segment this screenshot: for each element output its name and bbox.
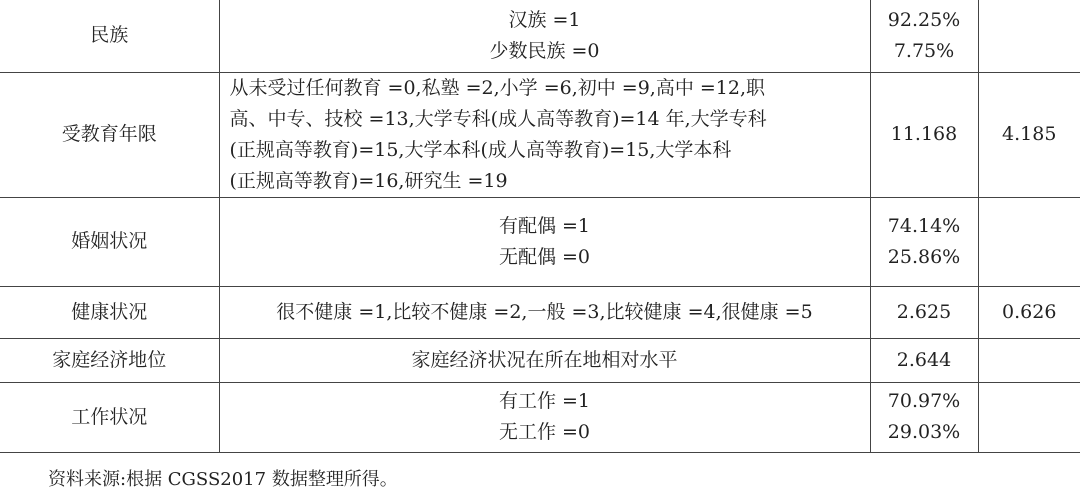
variable-description (219, 0, 870, 72)
mean-value: 11.168 (890, 123, 958, 145)
variable-name: 民族 (0, 0, 219, 72)
variable-sd (978, 338, 1080, 382)
description-line: 少数民族 =0 (489, 39, 600, 62)
description-line: 很不健康 =1,比较不健康 =2,一般 =3,比较健康 =4,很健康 =5 (276, 300, 813, 323)
source-note: 资料来源:根据 CGSS2017 数据整理所得。 (48, 469, 398, 490)
mean-value: 25.86% (887, 245, 961, 268)
mean-value: 70.97% (887, 390, 961, 412)
variable-name: 家庭经济地位 (0, 338, 219, 382)
table-row (0, 72, 1080, 197)
mean-value: 2.625 (896, 300, 952, 323)
variable-sd: 4.185 (978, 72, 1080, 197)
mean-value: 92.25% (887, 8, 961, 31)
description-line: 从未受过任何教育 =0,私塾 =2,小学 =6,初中 =9,高中 =12,职 (229, 76, 766, 99)
mean-value: 7.75% (893, 39, 955, 62)
variable-mean (870, 197, 978, 286)
variable-description (219, 338, 870, 382)
description-line: 高、中专、技校 =13,大学专科(成人高等教育)=14 年,大学专科 (229, 107, 767, 130)
variable-description (219, 72, 870, 197)
variable-mean (870, 382, 978, 452)
table-row (0, 382, 1080, 452)
variable-sd: 0.626 (978, 286, 1080, 338)
variable-mean (870, 286, 978, 338)
description-line: 有配偶 =1 (498, 214, 591, 237)
variable-description (219, 382, 870, 452)
table-row (0, 0, 1080, 72)
variable-sd (978, 197, 1080, 286)
variable-description (219, 286, 870, 338)
variable-sd (978, 0, 1080, 72)
description-line: 无配偶 =0 (498, 245, 591, 268)
description-line: 有工作 =1 (498, 390, 591, 412)
variable-mean (870, 0, 978, 72)
mean-value: 2.644 (896, 348, 952, 371)
variable-name: 受教育年限 (0, 72, 219, 197)
variable-name: 健康状况 (0, 286, 219, 338)
variable-sd (978, 382, 1080, 452)
variable-mean (870, 338, 978, 382)
variable-name: 婚姻状况 (0, 197, 219, 286)
variable-name: 工作状况 (0, 382, 219, 452)
table-row (0, 197, 1080, 286)
variable-mean (870, 72, 978, 197)
description-line: 家庭经济状况在所在地相对水平 (411, 348, 678, 371)
description-line: (正规高等教育)=16,研究生 =19 (229, 169, 508, 192)
mean-value: 74.14% (887, 214, 961, 237)
description-line: 无工作 =0 (498, 421, 591, 443)
description-line: (正规高等教育)=15,大学本科(成人高等教育)=15,大学本科 (229, 138, 732, 161)
table-row (0, 286, 1080, 338)
table-row (0, 338, 1080, 382)
mean-value: 29.03% (887, 421, 961, 443)
description-line: 汉族 =1 (508, 8, 581, 31)
variable-description (219, 197, 870, 286)
